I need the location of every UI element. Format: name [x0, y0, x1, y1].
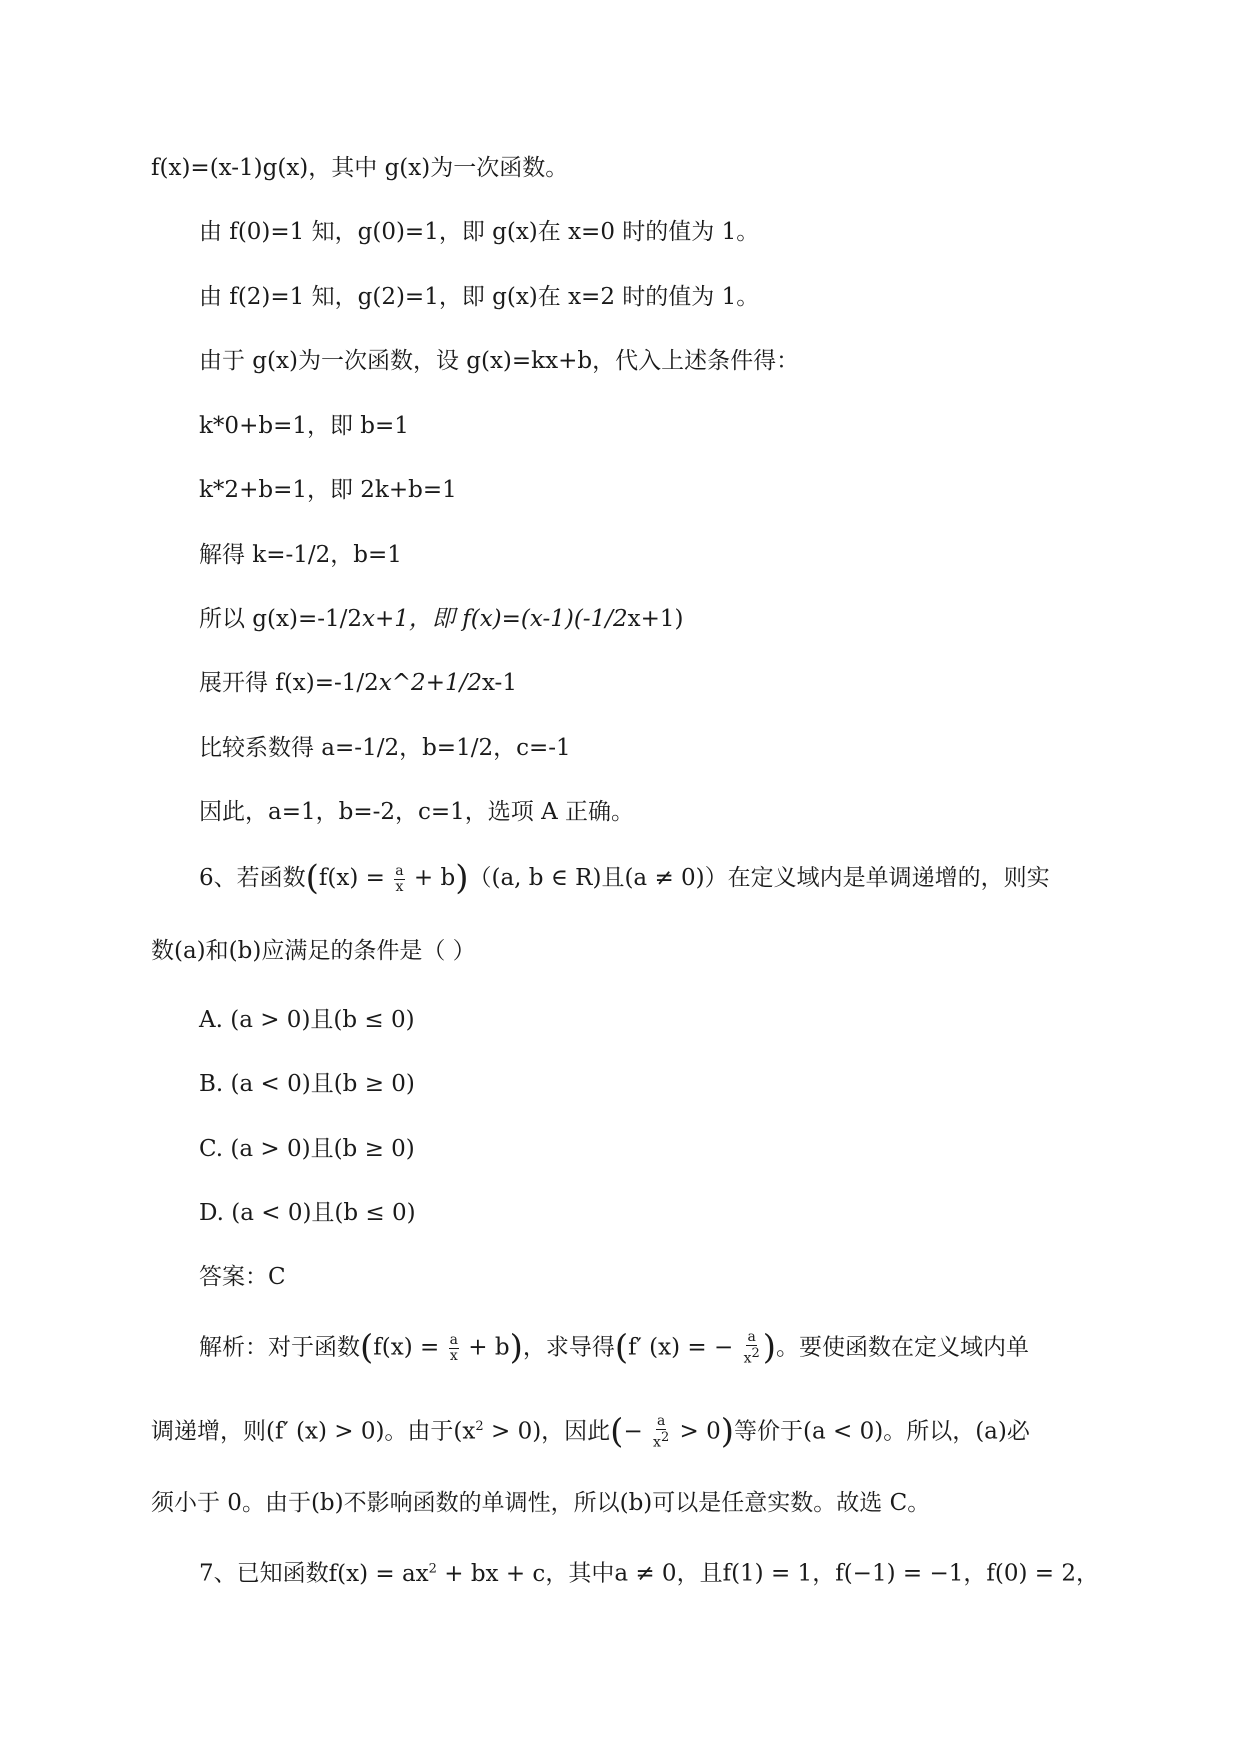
text-line-8: [199, 603, 683, 635]
fraction-denominator: x: [449, 1347, 458, 1364]
text-segment: ，求导得: [522, 1334, 615, 1361]
text-segment: x+1): [627, 606, 684, 632]
text-line-11: 因此，a=1，b=-2，c=1，选项 A 正确。: [199, 799, 635, 825]
math-expr: −: [623, 1418, 643, 1445]
math-expr: + b: [413, 865, 456, 891]
analysis-line-2: [151, 1411, 1030, 1451]
text-segment: 等价于(a < 0)。所以，(a)必: [734, 1418, 1030, 1445]
paren-close: ): [762, 1327, 777, 1368]
text-line-6: k*2+b=1，即 2k+b=1: [199, 477, 457, 503]
text-line-10: 比较系数得 a=-1/2，b=1/2，c=-1: [199, 735, 571, 761]
text-segment: 调递增，则(f′ (x) > 0)。由于(x: [151, 1418, 476, 1445]
exponent: 2: [475, 1419, 484, 1434]
paren-close: ): [509, 1327, 523, 1368]
question-6-line-2: 数(a)和(b)应满足的条件是（ ）: [151, 938, 476, 964]
text-segment-italic: x+1，即 f(x)=(x-1)(-1/2: [362, 606, 628, 632]
paren-close: ): [720, 1411, 735, 1452]
base: x: [743, 1350, 752, 1367]
paren-close: ): [455, 858, 469, 898]
question-number: 6、若函数: [199, 865, 306, 891]
math-expr: + b: [468, 1334, 510, 1361]
paren-open: (: [610, 1411, 624, 1452]
question-6-line-1: [199, 858, 1050, 898]
fraction-denominator: [743, 1346, 761, 1367]
text-segment: ，其中: [545, 1560, 615, 1587]
text-segment: 展开得 f(x)=-1/2: [199, 670, 379, 696]
text-line-3: 由 f(2)=1 知，g(2)=1，即 g(x)在 x=2 时的值为 1。: [199, 284, 760, 310]
question-condition: （(a, b ∈ R)且(a ≠ 0)）在定义域内是单调递增的，则实: [468, 865, 1050, 891]
text-line-2: 由 f(0)=1 知，g(0)=1，即 g(x)在 x=0 时的值为 1。: [199, 219, 760, 245]
fraction-numerator: a: [395, 862, 404, 879]
fraction-numerator: a: [449, 1331, 458, 1348]
math-expr: f(−1) = −1: [835, 1560, 964, 1587]
question-number: 7、已知函数: [199, 1560, 329, 1587]
option-c: C. (a > 0)且(b ≥ 0): [199, 1136, 415, 1162]
fraction: [394, 864, 404, 895]
answer-line: 答案：C: [199, 1264, 286, 1290]
text-segment: 解析：对于函数: [199, 1334, 360, 1361]
exponent: 2: [660, 1430, 670, 1446]
paren-open: (: [614, 1327, 629, 1368]
math-tail: + bx + c: [436, 1560, 546, 1587]
math-expr: [329, 1561, 546, 1587]
text-segment: 所以 g(x)=-1/2: [199, 606, 363, 632]
text-line-7: 解得 k=-1/2，b=1: [199, 542, 402, 568]
text-segment: ，: [1075, 1560, 1099, 1587]
text-segment: 。要使函数在定义域内单: [776, 1334, 1030, 1361]
fraction-denominator: x: [395, 878, 404, 895]
text-segment: ，: [812, 1560, 836, 1587]
exponent: 2: [751, 1346, 760, 1361]
math-expr: f(x) =: [373, 1334, 440, 1361]
question-7-line-1: [199, 1553, 1099, 1590]
fraction-numerator: a: [747, 1329, 756, 1345]
analysis-line-3: 须小于 0。由于(b)不影响函数的单调性，所以(b)可以是任意实数。故选 C。: [151, 1490, 931, 1516]
text-line-1: f(x)=(x-1)g(x)，其中 g(x)为一次函数。: [151, 155, 569, 181]
exponent: 2: [428, 1561, 437, 1576]
math-base: f(x) = ax: [328, 1560, 429, 1587]
text-segment: > 0)，因此: [483, 1418, 611, 1445]
math-expr: f(x) =: [318, 865, 385, 891]
fraction-numerator: a: [656, 1413, 666, 1430]
fraction: [449, 1333, 459, 1364]
math-expr: f′ (x) = −: [628, 1334, 734, 1361]
fraction-denominator: [652, 1430, 670, 1451]
text-line-4: 由于 g(x)为一次函数，设 g(x)=kx+b，代入上述条件得：: [199, 348, 800, 374]
option-b: B. (a < 0)且(b ≥ 0): [199, 1071, 415, 1097]
option-d: D. (a < 0)且(b ≤ 0): [199, 1200, 416, 1226]
paren-open: (: [305, 858, 319, 898]
math-expr: a ≠ 0: [614, 1560, 677, 1587]
text-segment: ，: [963, 1560, 987, 1587]
math-expr: > 0: [672, 1418, 721, 1445]
fraction: [743, 1330, 761, 1367]
base: x: [653, 1434, 661, 1451]
fraction: [652, 1414, 670, 1451]
text-segment: ，且: [676, 1560, 723, 1587]
text-line-9: [199, 667, 517, 699]
option-a: A. (a > 0)且(b ≤ 0): [199, 1007, 415, 1033]
text-line-5: k*0+b=1，即 b=1: [199, 413, 409, 439]
math-expr: f(1) = 1: [722, 1560, 813, 1587]
analysis-line-1: [199, 1327, 1030, 1368]
text-segment-italic: x^2+1/2: [378, 670, 482, 696]
text-segment: x-1: [481, 670, 517, 696]
paren-open: (: [360, 1327, 374, 1368]
math-expr: f(0) = 2: [986, 1560, 1076, 1587]
